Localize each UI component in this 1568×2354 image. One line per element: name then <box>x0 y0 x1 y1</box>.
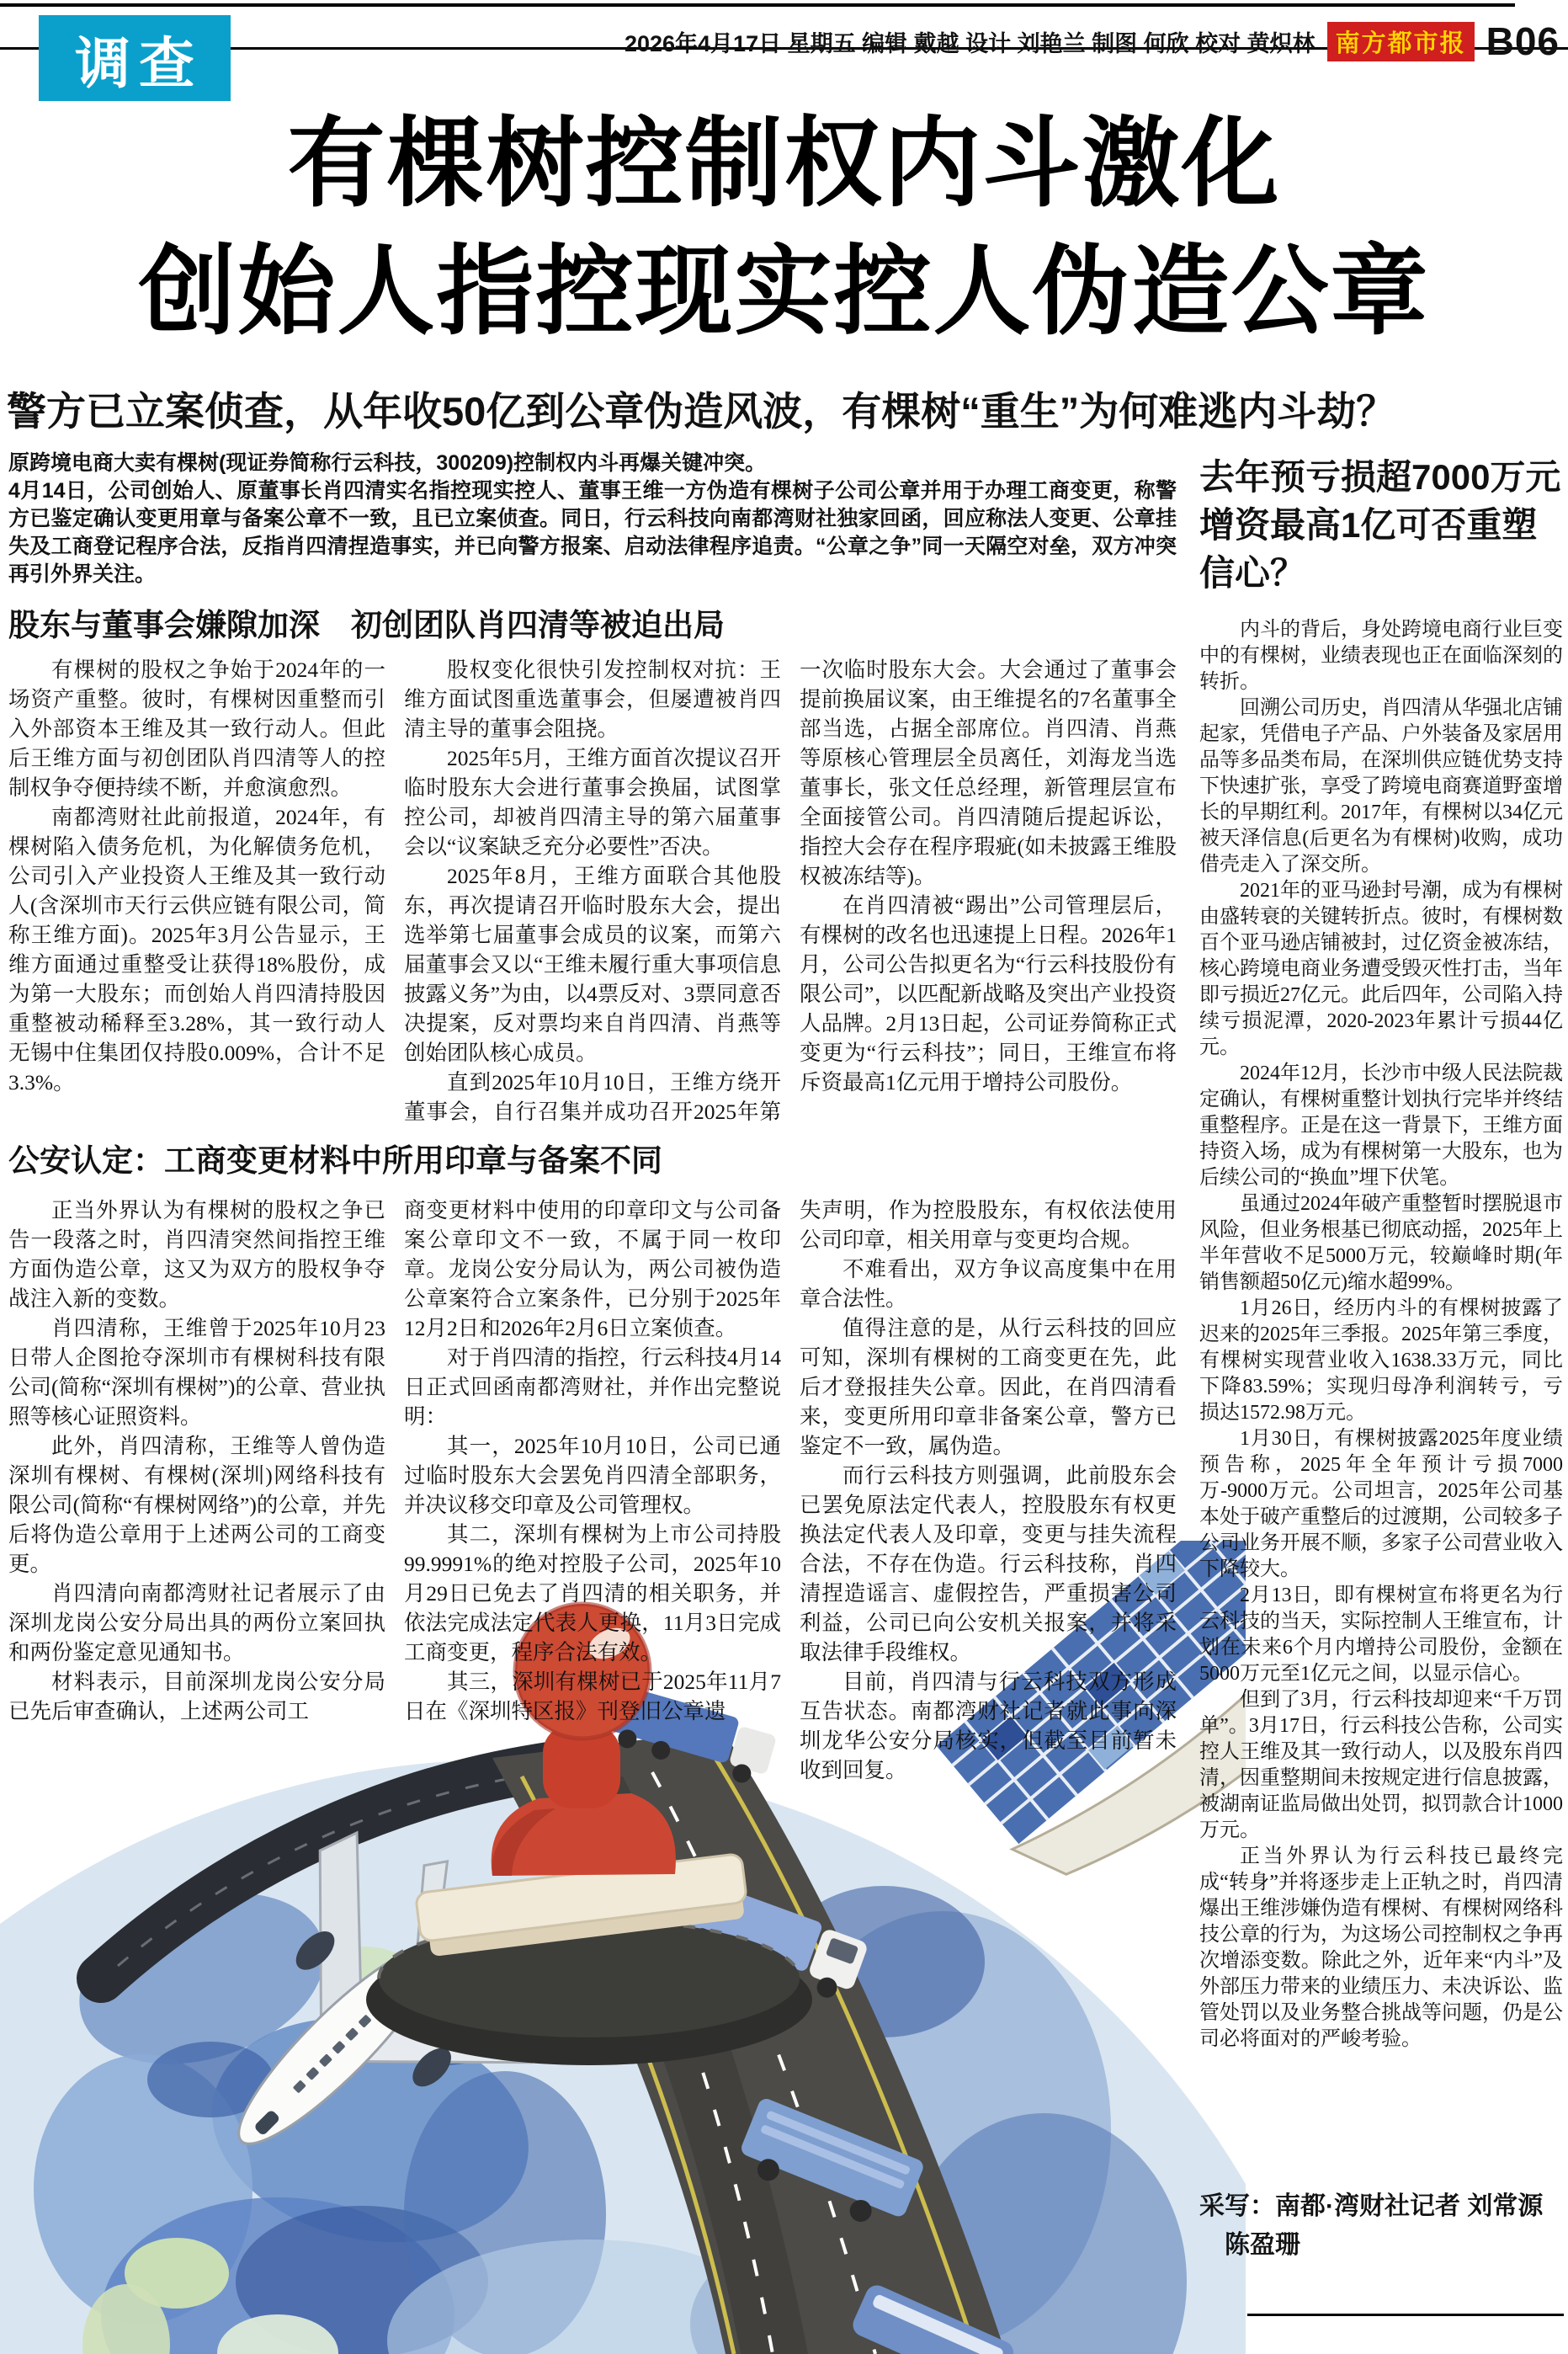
article-paragraph: 2025年8月，王维方面联合其他股东，再次提请召开临时股东大会，提出选举第七届董事会成员的议案，而第六届董事会又以“王维未履行重大事项信息披露义务”为由，以4票反对、3票同意否决提案，反对票均来自肖四清、肖燕等创始团队核心成员。 <box>404 864 781 1065</box>
sidebar-paragraph: 2月13日，即有棵树宣布将更名为行云科技的当天，实际控制人王维宣布，计划在未来6个月内增持公司股份，金额在5000万元至1亿元之间，以显示信心。 <box>1199 1584 1563 1685</box>
section1-body <box>8 655 1177 1126</box>
article-paragraph: 股权变化很快引发控制权对抗：王维方面试图重选董事会，但屡遭被肖四清主导的董事会阻挠。 <box>404 658 781 741</box>
headline-line2: 创始人指控现实控人伪造公章 <box>138 237 1430 346</box>
sidebar-paragraph: 但到了3月，行云科技却迎来“千万罚单”。3月17日，行云科技公告称，公司实控人王维及其一致行动人，以及股东肖四清，因重整期间未按规定进行信息披露，被湖南证监局做出处罚，拟罚款合计1000万元。 <box>1199 1689 1563 1841</box>
article-paragraph: 直到2025年10月10日，王维方绕开董事会，自行召集并成功召开2025年第一次临时股东大会。大会通过了董事会提前换届议案，由王维提名的7名董事全部当选，占据全部席位。肖四清、肖燕等原核心管理层全员离任，刘海龙当选董事长，张文任总经理，新管理层宣布全面接管公司。肖四清随后提起诉讼，指控大会存在程序瑕疵(如未披露王维股权被冻结等)。 <box>404 658 1177 1124</box>
section2-column-1 <box>8 1196 385 1805</box>
sidebar-paragraph: 虽通过2024年破产重整暂时摆脱退市风险，但业务根基已彻底动摇，2025年上半年营收不足5000万元，较巅峰时期(年销售额超50亿元)缩水超99%。 <box>1199 1193 1563 1293</box>
kicker-label: 调查 <box>75 31 203 94</box>
headline-line1: 有棵树控制权内斗激化 <box>287 109 1281 218</box>
lead-p1: 原跨境电商大卖有棵树(现证券简称行云科技，300209)控制权内斗再爆关键冲突。 <box>8 451 767 475</box>
section-kicker <box>39 15 231 101</box>
section2-heading: 公安认定：工商变更材料中所用印章与备案不同 <box>8 1143 662 1178</box>
lead-p2: 4月14日，公司创始人、原董事长肖四清实名指控现实控人、董事王维一方伪造有棵树子公司公章并用于办理工商变更，称警方已鉴定确认变更用章与备案公章不一致，且已立案侦查。同日，行云科技向南都湾财社独家回函，回应称法人变更、公章挂失及工商登记程序合法，反指肖四清捏造事实，并已向警方报案、启动法律程序追责。“公章之争”同一天隔空对垒，双方冲突再引外界关注。 <box>8 479 1177 586</box>
article-paragraph: 目前，肖四清与行云科技双方形成互告状态。南都湾财社记者就此事向深圳龙华公安分局核实，但截至目前暂未收到回复。 <box>800 1670 1177 1782</box>
main-headline <box>0 99 1568 355</box>
sidebar-paragraph: 正当外界认为行云科技已最终完成“转身”并将逐步走上正轨之时，肖四清爆出王维涉嫌伪造有棵树、有棵树网络科技公章的行为，为这场公司控制权之争再次增添变数。除此之外，近年来“内斗”及外部压力带来的业绩压力、未决诉讼、监管处罚以及业务整合挑战等问题，仍是公司必将面对的严峻考验。 <box>1199 1845 1563 2050</box>
section2-body <box>8 1196 1177 1805</box>
article-paragraph: 2025年5月，王维方面首次提议召开临时股东大会进行董事会换届，试图掌控公司，却被肖四清主导的第六届董事会以“议案缺乏充分必要性”否决。 <box>404 746 781 859</box>
sidebar-heading-line1: 去年预亏损超7000万元 <box>1199 457 1561 497</box>
sidebar-paragraph: 2021年的亚马逊封号潮，成为有棵树由盛转衰的关键转折点。彼时，有棵树数百个亚马逊店铺被封，过亿资金被冻结，核心跨境电商业务遭受毁灭性打击，当年即亏损近27亿元。此后四年，公司陷入持续亏损泥潭，2020-2023年累计亏损44亿元。 <box>1199 880 1563 1058</box>
dateline: 2026年4月17日 星期五 编辑 戴越 设计 刘艳兰 制图 何欣 校对 黄炽林 <box>624 30 1316 56</box>
article-paragraph: 南都湾财社此前报道，2024年，有棵树陷入债务危机，为化解债务危机，公司引入产业投资人王维及其一致行动人(含深圳市天行云供应链有限公司，简称王维方面)。2025年3月公告显示，王维方面通过重整受让获得18%股份，成为第一大股东；而创始人肖四清持股因重整被动稀释至3.28%，其一致行动人无锡中住集团仅持股0.009%，合计不足3.3%。 <box>8 805 385 1094</box>
deck-headline: 警方已立案侦查，从年收50亿到公章伪造风波，有棵树“重生”为何难逃内斗劫？ <box>7 389 1396 434</box>
sidebar-paragraph: 回溯公司历史，肖四清从华强北店铺起家，凭借电子产品、户外装备及家居用品等多品类布局，在深圳供应链优势支持下快速扩张，享受了跨境电商赛道野蛮增长的早期红利。2017年，有棵树以34亿元被天泽信息(后更名为有棵树)收购，成功借壳走入了深交所。 <box>1199 697 1563 876</box>
article-paragraph: 对于肖四清的指控，行云科技4月14日正式回函南都湾财社，并作出完整说明： <box>404 1345 781 1429</box>
article-paragraph: 其一，2025年10月10日，公司已通过临时股东大会罢免肖四清全部职务，并决议移交印章及公司管理权。 <box>404 1434 781 1517</box>
sidebar-paragraph: 2024年12月，长沙市中级人民法院裁定确认，有棵树重整计划执行完毕并终结重整程序。正是在这一背景下，王维方面持资入场，成为有棵树第一大股东，也为后续公司的“换血”埋下伏笔。 <box>1199 1062 1563 1189</box>
article-paragraph: 有棵树的股权之争始于2024年的一场资产重整。彼时，有棵树因重整而引入外部资本王维及其一致行动人。但此后王维方面与初创团队肖四清等人的控制权争夺便持续不断，并愈演愈烈。 <box>8 658 385 800</box>
article-paragraph: 此外，肖四清称，王维等人曾伪造深圳有棵树、有棵树(深圳)网络科技有限公司(简称“有棵树网络”)的公章，并先后将伪造公章用于上述两公司的工商变更。 <box>8 1434 385 1576</box>
article-paragraph: 其三，深圳有棵树已于2025年11月7日在《深圳特区报》刊登旧公章遗 <box>404 1670 781 1723</box>
article-paragraph: 在肖四清被“踢出”公司管理层后，有棵树的改名也迅速提上日程。2026年1月，公司公告拟更名为“行云科技股份有限公司”，以匹配新战略及突出产业投资人品牌。2月13日起，公司证券简称正式变更为“行云科技”；同日，王维宣布将斥资最高1亿元用于增持公司股份。 <box>800 893 1177 1094</box>
section2-column-2 <box>404 1196 781 1805</box>
article-paragraph: 材料表示，目前深圳龙岗公安分局已先后审查确认，上述两公司工 <box>8 1670 385 1723</box>
page-number: B06 <box>1486 19 1560 63</box>
byline-line2: 陈盈珊 <box>1225 2231 1300 2259</box>
lead-paragraphs <box>8 450 1177 588</box>
article-paragraph: 失声明，作为控股股东，有权依法使用公司印章，相关用章与变更均合规。 <box>800 1198 1177 1252</box>
sidebar-body <box>1199 617 1563 2053</box>
masthead-logo: 南方都市报 <box>1327 22 1475 61</box>
byline-line1: 采写：南都·湾财社记者 刘常源 <box>1199 2192 1544 2220</box>
article-paragraph: 值得注意的是，从行云科技的回应可知，深圳有棵树的工商变更在先，此后才登报挂失公章。因此，在肖四清看来，变更所用印章非备案公章，警方已鉴定不一致，属伪造。 <box>800 1316 1177 1458</box>
byline <box>1199 2187 1563 2265</box>
article-paragraph: 其二，深圳有棵树为上市公司持股99.9991%的绝对控股子公司，2025年10月29日已免去了肖四清的相关职务，并依法完成法定代表人更换，11月3日完成工商变更，程序合法有效。 <box>404 1522 781 1664</box>
article-paragraph: 肖四清称，王维曾于2025年10月23日带人企图抢夺深圳市有棵树科技有限公司(简称“深圳有棵树”)的公章、营业执照等核心证照资料。 <box>8 1316 385 1429</box>
article-paragraph: 商变更材料中使用的印章印文与公司备案公章印文不一致，不属于同一枚印章。龙岗公安分局认为，两公司被伪造公章案符合立案条件，已分别于2025年12月2日和2026年2月6日立案侦查。 <box>404 1198 781 1340</box>
bottom-rule <box>1247 2314 1564 2316</box>
article-paragraph: 不难看出，双方争议高度集中在用章合法性。 <box>800 1257 1177 1311</box>
sidebar-paragraph: 1月26日，经历内斗的有棵树披露了迟来的2025年三季报。2025年第三季度，有棵树实现营业收入1638.33万元，同比下降83.59%；实现归母净利润转亏，亏损达1572.98万元。 <box>1199 1297 1563 1424</box>
top-rule <box>0 3 1515 7</box>
section2-column-3 <box>800 1196 1177 1805</box>
article-paragraph: 正当外界认为有棵树的股权之争已告一段落之时，肖四清突然间指控王维方面伪造公章，这又为双方的股权争夺战注入新的变数。 <box>8 1198 385 1311</box>
page-header <box>625 19 1560 64</box>
article-paragraph: 肖四清向南都湾财社记者展示了由深圳龙岗公安分局出具的两份立案回执和两份鉴定意见通知书。 <box>8 1581 385 1664</box>
sidebar-paragraph: 1月30日，有棵树披露2025年度业绩预告称，2025年全年预计亏损7000万-9000万元。公司坦言，2025年公司基本处于破产重整后的过渡期，公司较多子公司业务开展不顺，多家子公司营业收入下降较大。 <box>1199 1428 1563 1580</box>
sidebar-heading-line2: 增资最高1亿可否重塑信心？ <box>1199 505 1538 593</box>
article-paragraph: 而行云科技方则强调，此前股东会已罢免原法定代表人，控股股东有权更换法定代表人及印章，变更与挂失流程合法，不存在伪造。行云科技称，肖四清捏造谣言、虚假控告，严重损害公司利益，公司已向公安机关报案，并将采取法律手段维权。 <box>800 1463 1177 1664</box>
sidebar-paragraph: 内斗的背后，身处跨境电商行业巨变中的有棵树，业绩表现也正在面临深刻的转折。 <box>1199 619 1563 693</box>
sidebar-article <box>1199 453 1563 2053</box>
section1-heading: 股东与董事会嫌隙加深 初创团队肖四清等被迫出局 <box>8 608 725 642</box>
sidebar-heading <box>1199 453 1563 597</box>
